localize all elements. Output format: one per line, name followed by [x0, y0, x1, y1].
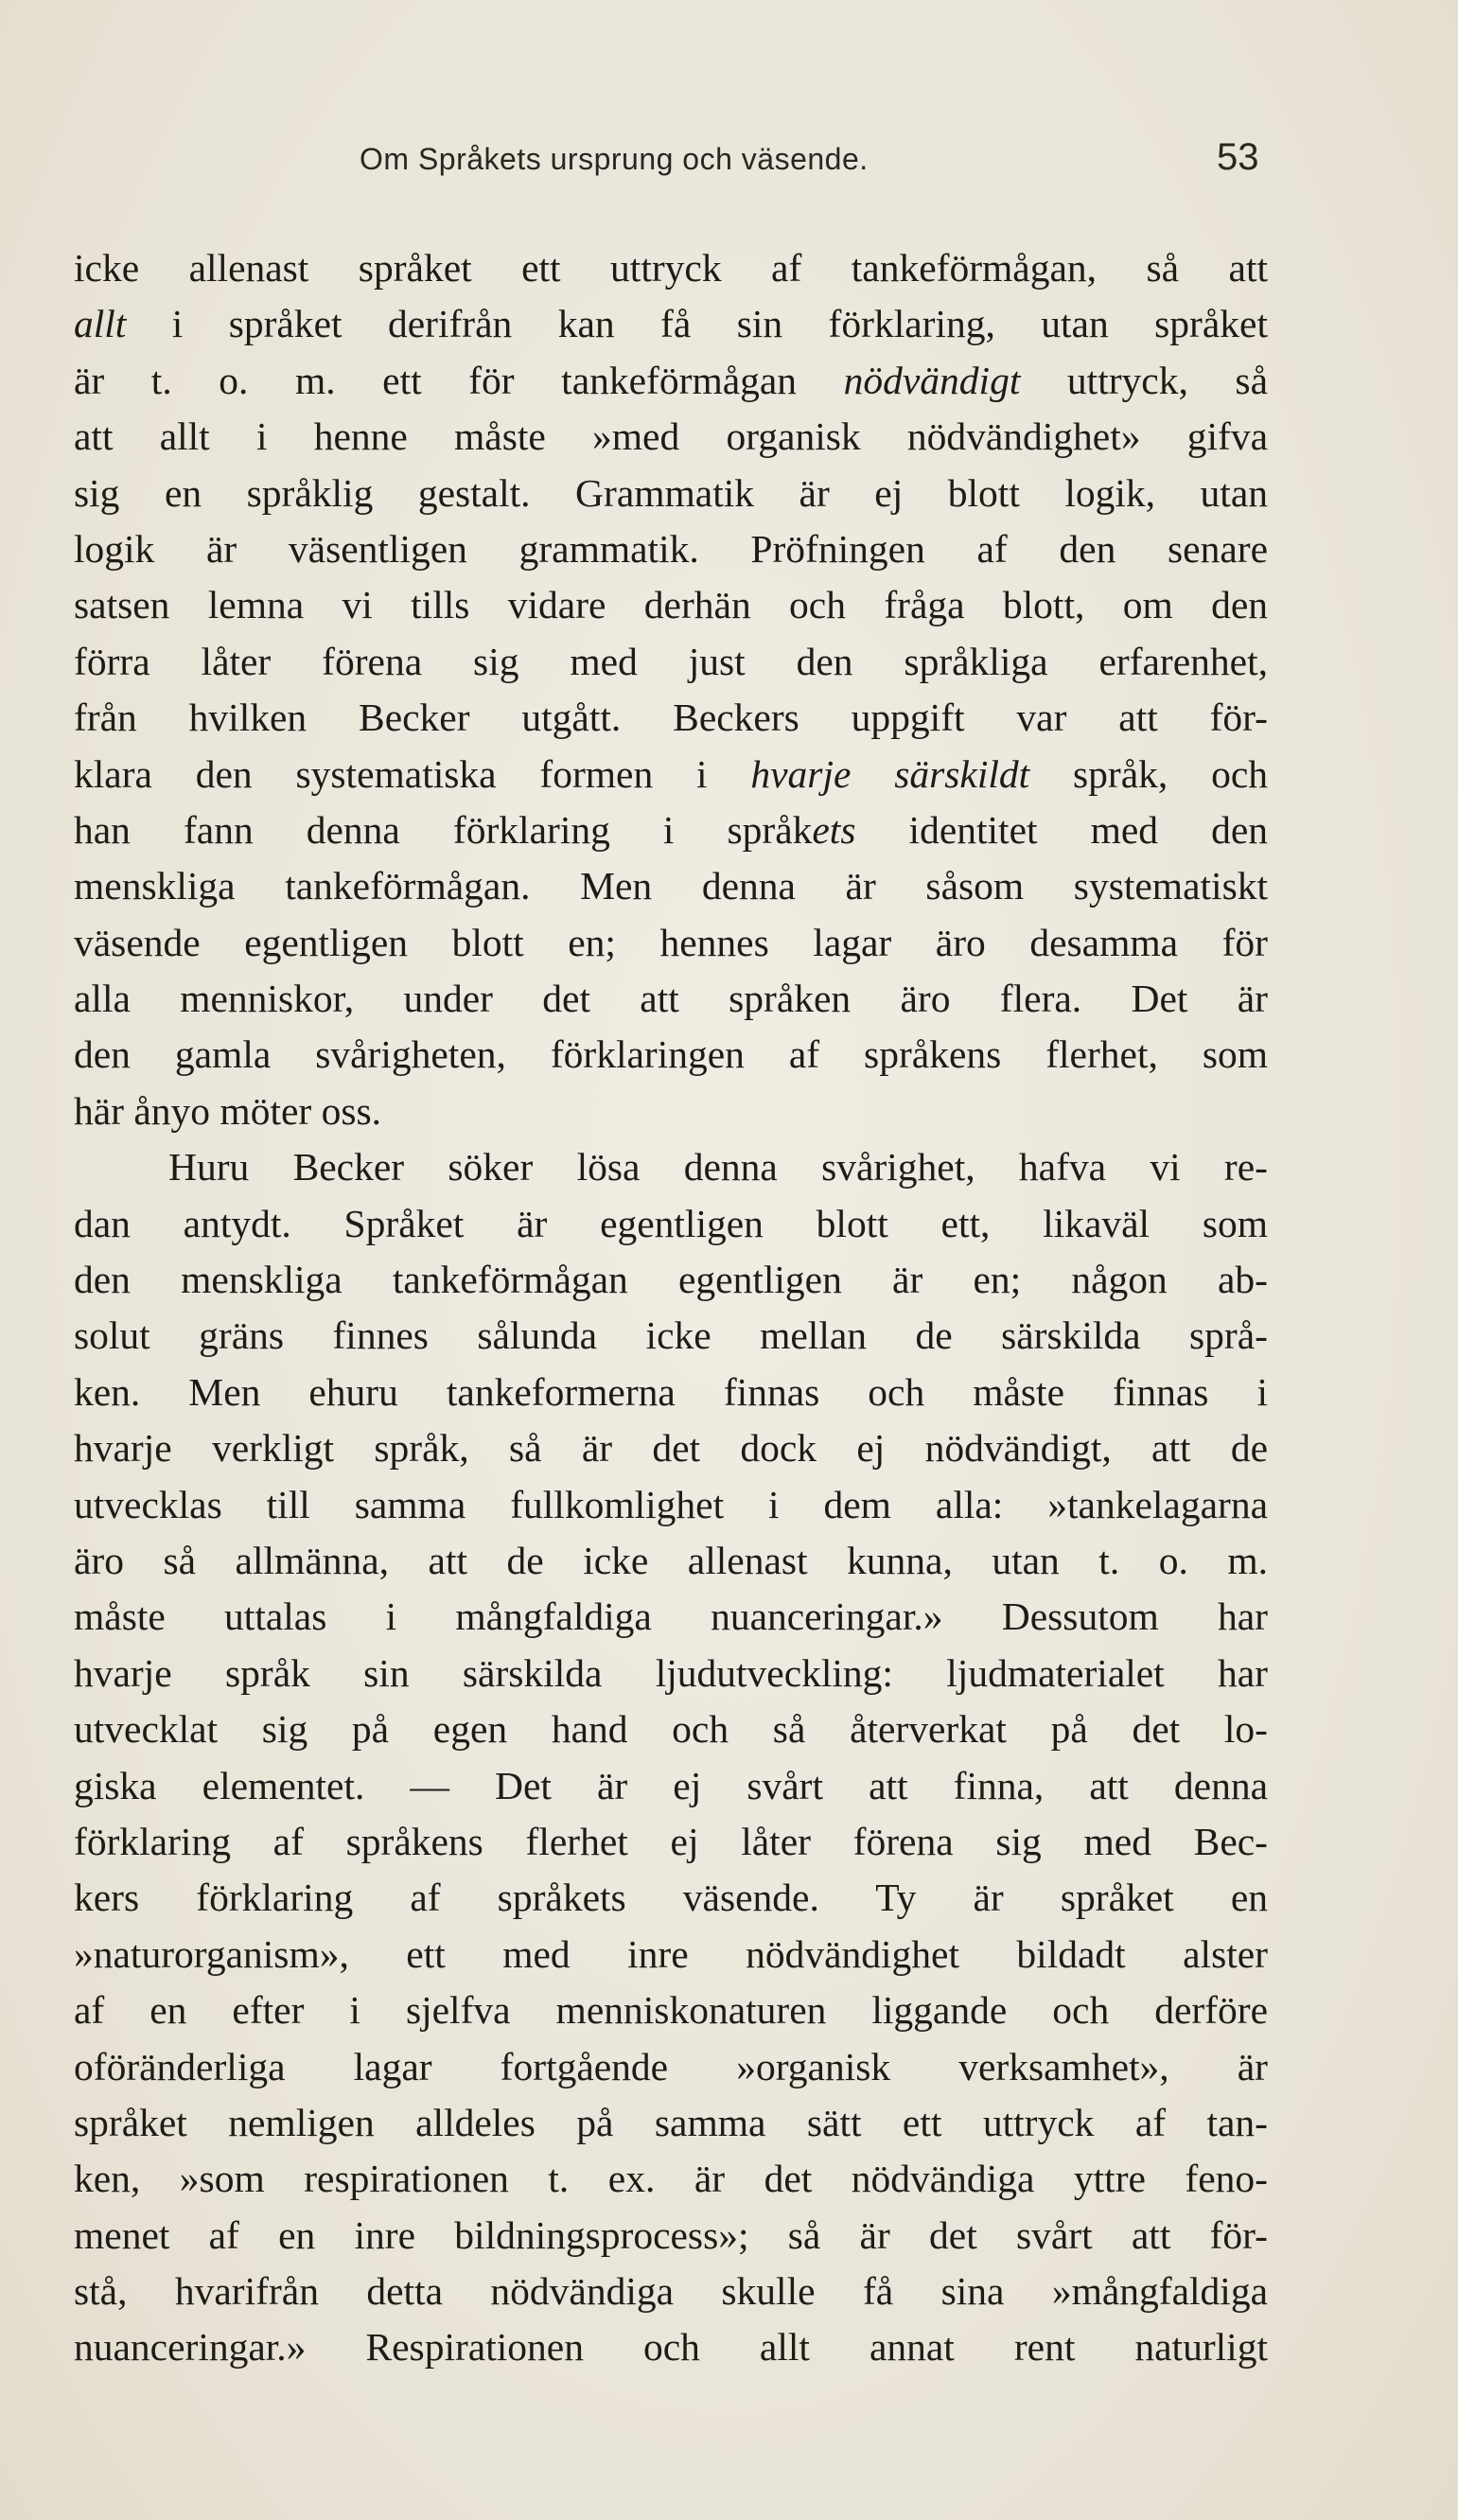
text-line: alla menniskor, under det att språken äro flera. Det är	[74, 977, 1268, 1021]
text-line: giska elementet. — Det är ej svårt att finna, att denna	[74, 1763, 1268, 1807]
text-line: solut gräns finnes sålunda icke mellan de särskilda språ-	[74, 1313, 1268, 1358]
text-line: här ånyo möter oss.	[74, 1088, 382, 1133]
text-line: oföränderliga lagar fortgående »organisk verksamhet», är	[74, 2044, 1268, 2088]
text-line: utvecklat sig på egen hand och så återverkat på det lo-	[74, 1707, 1268, 1752]
text-line: hvarje språk sin särskilda ljudutveckling: ljudmaterialet har	[74, 1650, 1268, 1695]
text-line: nuanceringar.» Respirationen och allt annat rent naturligt	[74, 2325, 1268, 2370]
text-line: ken, »som respirationen t. ex. är det nödvändiga yttre feno-	[74, 2157, 1268, 2201]
body-text	[74, 240, 1268, 2376]
text-segment: uttryck, så	[1020, 358, 1268, 402]
text-line: Huru Becker söker lösa denna svårighet, hafva vi re-	[168, 1145, 1268, 1190]
text-line: sig en språklig gestalt. Grammatik är ej blott logik, utan	[74, 470, 1268, 515]
text-line: utvecklas till samma fullkomlighet i dem alla: »tankelagarna	[74, 1482, 1268, 1526]
text-line: satsen lemna vi tills vidare derhän och fråga blott, om den	[74, 583, 1268, 627]
text-line: menet af en inre bildningsprocess»; så är det svårt att för-	[74, 2212, 1268, 2257]
text-segment: språk, och	[1029, 751, 1269, 796]
text-line: förra låter förena sig med just den språkliga erfarenhet,	[74, 639, 1268, 683]
text-line: stå, hvarifrån detta nödvändiga skulle få sina »mångfaldiga	[74, 2269, 1268, 2314]
text-line: den menskliga tankeförmågan egentligen är en; någon ab-	[74, 1258, 1268, 1302]
text-line	[74, 353, 1268, 409]
text-line: äro så allmänna, att de icke allenast kunna, utan t. o. m.	[74, 1538, 1268, 1582]
text-segment: han fann denna förklaring i språk	[74, 807, 813, 852]
italic-emphasis: nödvändigt	[843, 358, 1021, 402]
text-line: »naturorganism», ett med inre nödvändighet bildadt alster	[74, 1931, 1268, 1976]
text-segment: identitet med den	[855, 807, 1269, 852]
text-line	[74, 802, 1268, 858]
text-line: att allt i henne måste »med organisk nödvändighet» gifva	[74, 414, 1268, 459]
text-line: från hvilken Becker utgått. Beckers uppgift var att för-	[74, 696, 1268, 740]
text-line: dan antydt. Språket är egentligen blott ett, likaväl som	[74, 1201, 1268, 1245]
text-line: menskliga tankeförmågan. Men denna är såsom systematiskt	[74, 864, 1268, 908]
italic-emphasis: hvarje särskildt	[750, 751, 1030, 796]
running-head: Om Språkets ursprung och väsende.	[360, 142, 869, 176]
text-line: hvarje verkligt språk, så är det dock ej nödvändigt, att de	[74, 1426, 1268, 1471]
text-line: af en efter i sjelfva menniskonaturen liggande och derföre	[74, 1988, 1268, 2033]
italic-emphasis: ets	[812, 807, 856, 852]
text-line: den gamla svårigheten, förklaringen af språkens flerhet, som	[74, 1032, 1268, 1077]
text-line: måste uttalas i mångfaldiga nuanceringar.» Dessutom har	[74, 1595, 1268, 1639]
text-line: icke allenast språket ett uttryck af tankeförmågan, så att	[74, 246, 1268, 290]
text-line	[74, 296, 1268, 352]
text-segment: är t. o. m. ett för tankeförmågan	[74, 358, 844, 402]
page-number: 53	[1217, 136, 1259, 178]
text-line: språket nemligen alldeles på samma sätt ett uttryck af tan-	[74, 2100, 1268, 2144]
page-header	[0, 136, 1458, 189]
text-line: ken. Men ehuru tankeformerna finnas och måste finnas i	[74, 1369, 1268, 1414]
text-line: förklaring af språkens flerhet ej låter förena sig med Bec-	[74, 1819, 1268, 1863]
text-segment: klara den systematiska formen i	[74, 751, 751, 796]
text-line	[74, 747, 1268, 802]
italic-emphasis: allt	[74, 302, 127, 346]
text-line: kers förklaring af språkets väsende. Ty är språket en	[74, 1876, 1268, 1920]
text-segment: i språket derifrån kan få sin förklaring, utan språket	[126, 302, 1268, 346]
text-line: väsende egentligen blott en; hennes lagar äro desamma för	[74, 920, 1268, 964]
text-line: logik är väsentligen grammatik. Pröfningen af den senare	[74, 526, 1268, 571]
